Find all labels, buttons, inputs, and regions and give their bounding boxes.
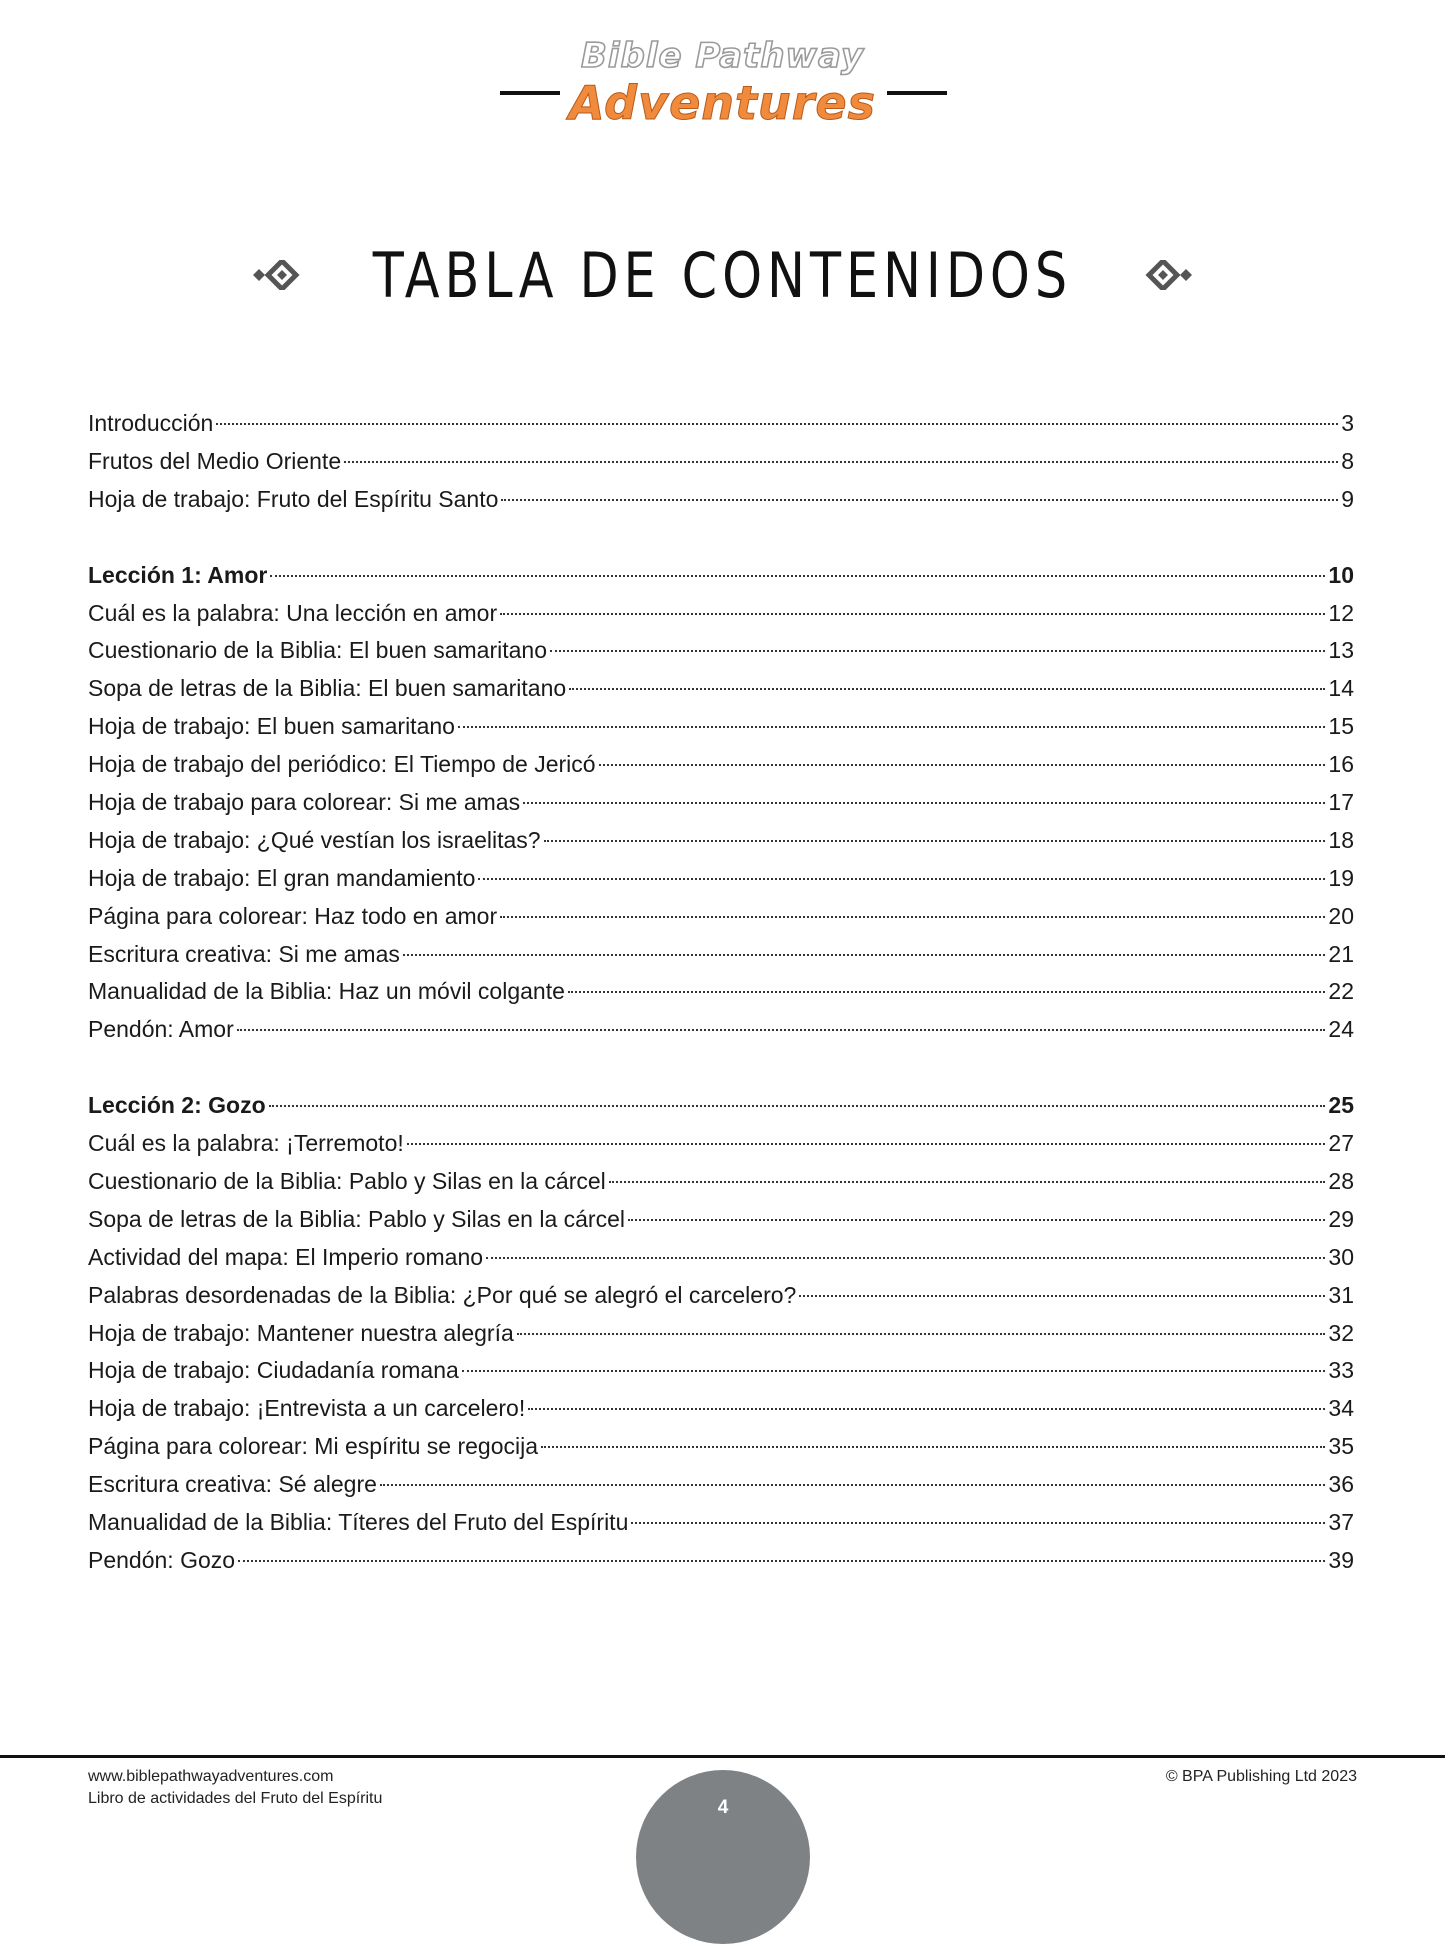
- toc-entry-page: 33: [1328, 1357, 1354, 1384]
- toc-entry-label: Actividad del mapa: El Imperio romano: [88, 1243, 484, 1270]
- toc-entry-page: 32: [1328, 1319, 1354, 1346]
- toc-entry-page: 16: [1328, 751, 1354, 778]
- toc-entry[interactable]: [88, 1163, 1354, 1201]
- dot-leader: [478, 878, 1325, 880]
- footer-left: [88, 1766, 382, 1810]
- dot-leader: [799, 1295, 1325, 1297]
- toc-entry-label: Escritura creativa: Si me amas: [88, 940, 400, 967]
- toc-entry[interactable]: [88, 1352, 1354, 1390]
- toc-entry[interactable]: [88, 1542, 1354, 1580]
- toc-entry-label: Hoja de trabajo: ¡Entrevista a un carcelero!: [88, 1395, 526, 1422]
- dot-leader: [628, 1219, 1325, 1221]
- toc-entry[interactable]: [88, 973, 1354, 1011]
- toc-entry-label: Manualidad de la Biblia: Títeres del Fruto del Espíritu: [88, 1509, 629, 1536]
- toc-entry-page: 12: [1328, 599, 1354, 626]
- toc-entry-page: 31: [1328, 1281, 1354, 1308]
- table-of-contents: [88, 405, 1354, 1618]
- toc-entry[interactable]: [88, 595, 1354, 633]
- dot-leader: [403, 954, 1326, 956]
- dot-leader: [462, 1370, 1326, 1372]
- toc-entry[interactable]: [88, 784, 1354, 822]
- toc-entry-label: Pendón: Amor: [88, 1016, 234, 1043]
- toc-entry-page: 14: [1328, 675, 1354, 702]
- logo: [0, 36, 1445, 136]
- toc-entry-page: 29: [1328, 1205, 1354, 1232]
- dot-leader: [500, 916, 1325, 918]
- toc-entry-page: 36: [1328, 1471, 1354, 1498]
- diamond-ornament-right-icon: [1135, 260, 1201, 290]
- logo-rule-right: [887, 91, 947, 95]
- toc-entry[interactable]: [88, 822, 1354, 860]
- dot-leader: [568, 991, 1326, 993]
- toc-entry[interactable]: [88, 1504, 1354, 1542]
- toc-heading-page: 10: [1328, 561, 1354, 588]
- dot-leader: [500, 613, 1325, 615]
- logo-text-top: Bible Pathway: [580, 36, 865, 76]
- toc-entry-page: 8: [1341, 447, 1354, 474]
- toc-entry[interactable]: [88, 708, 1354, 746]
- toc-entry[interactable]: [88, 632, 1354, 670]
- toc-entry[interactable]: [88, 1428, 1354, 1466]
- toc-entry-label: Hoja de trabajo: Ciudadanía romana: [88, 1357, 459, 1384]
- dot-leader: [550, 650, 1325, 652]
- footer-divider: [0, 1755, 1445, 1758]
- toc-entry-label: Cuestionario de la Biblia: Pablo y Silas en la cárcel: [88, 1168, 606, 1195]
- toc-heading-lesson-1[interactable]: [88, 557, 1354, 595]
- toc-entry-page: 9: [1341, 485, 1354, 512]
- toc-section-lesson-2: [88, 1087, 1354, 1580]
- toc-entry-page: 20: [1328, 902, 1354, 929]
- toc-entry-page: 19: [1328, 864, 1354, 891]
- dot-leader: [541, 1446, 1325, 1448]
- dot-leader: [237, 1029, 1326, 1031]
- dot-leader: [609, 1181, 1326, 1183]
- dot-leader: [216, 423, 1338, 425]
- dot-leader: [631, 1522, 1325, 1524]
- toc-entry[interactable]: [88, 860, 1354, 898]
- logo-text-bottom: Adventures: [568, 76, 877, 130]
- page-number: 4: [717, 1797, 729, 1818]
- toc-entry-label: Hoja de trabajo: Fruto del Espíritu Santo: [88, 485, 499, 512]
- toc-entry-label: Hoja de trabajo para colorear: Si me amas: [88, 789, 521, 816]
- toc-section-lesson-1: [88, 557, 1354, 1050]
- toc-entry-page: 22: [1328, 978, 1354, 1005]
- toc-entry-label: Introducción: [88, 410, 214, 436]
- toc-entry-page: 35: [1328, 1433, 1354, 1460]
- dot-leader: [501, 499, 1338, 501]
- toc-entry[interactable]: [88, 936, 1354, 974]
- toc-entry[interactable]: [88, 1277, 1354, 1315]
- toc-heading-label: Lección 2: Gozo: [88, 1092, 266, 1119]
- toc-entry[interactable]: [88, 1466, 1354, 1504]
- toc-entry-label: Hoja de trabajo: El gran mandamiento: [88, 864, 476, 891]
- toc-entry-label: Frutos del Medio Oriente: [88, 447, 342, 474]
- toc-entry-label: Hoja de trabajo del periódico: El Tiempo de Jericó: [88, 751, 596, 778]
- dot-leader: [380, 1484, 1326, 1486]
- toc-entry-label: Manualidad de la Biblia: Haz un móvil colgante: [88, 978, 565, 1005]
- toc-heading-label: Lección 1: Amor: [88, 561, 268, 588]
- dot-leader: [407, 1143, 1326, 1145]
- toc-entry-page: 17: [1328, 789, 1354, 816]
- toc-entry[interactable]: [88, 1125, 1354, 1163]
- dot-leader: [528, 1408, 1325, 1410]
- toc-entry-page: 13: [1328, 637, 1354, 664]
- toc-entry-label: Sopa de letras de la Biblia: El buen samaritano: [88, 675, 567, 702]
- toc-entry-label: Página para colorear: Mi espíritu se regocija: [88, 1433, 539, 1460]
- toc-entry-page: 37: [1328, 1509, 1354, 1536]
- toc-entry-label: Palabras desordenadas de la Biblia: ¿Por qué se alegró el carcelero?: [88, 1281, 797, 1308]
- toc-entry-page: 34: [1328, 1395, 1354, 1422]
- toc-entry-label: Cuestionario de la Biblia: El buen samaritano: [88, 637, 547, 664]
- toc-entry-label: Cuál es la palabra: Una lección en amor: [88, 599, 498, 626]
- toc-entry-label: Hoja de trabajo: Mantener nuestra alegría: [88, 1319, 514, 1346]
- toc-entry[interactable]: [88, 1315, 1354, 1353]
- toc-entry[interactable]: [88, 481, 1354, 519]
- toc-entry[interactable]: [88, 1239, 1354, 1277]
- toc-entry-page: 21: [1328, 940, 1354, 967]
- toc-heading-lesson-2[interactable]: [88, 1087, 1354, 1125]
- title-row: [0, 230, 1445, 320]
- dot-leader: [523, 802, 1325, 804]
- toc-entry-label: Hoja de trabajo: ¿Qué vestían los israelitas?: [88, 826, 541, 853]
- toc-section-intro: [88, 405, 1354, 519]
- toc-entry[interactable]: [88, 670, 1354, 708]
- dot-leader: [599, 764, 1326, 766]
- dot-leader: [517, 1333, 1326, 1335]
- toc-entry-page: 27: [1328, 1130, 1354, 1157]
- toc-entry-page: 3: [1341, 410, 1354, 436]
- footer-copyright: © BPA Publishing Ltd 2023: [1165, 1768, 1357, 1785]
- toc-entry[interactable]: [88, 1390, 1354, 1428]
- toc-entry-label: Escritura creativa: Sé alegre: [88, 1471, 377, 1498]
- toc-entry-label: Página para colorear: Haz todo en amor: [88, 902, 498, 929]
- toc-entry-page: 24: [1328, 1016, 1354, 1043]
- toc-entry[interactable]: [88, 405, 1354, 443]
- diamond-ornament-left-icon: [244, 260, 310, 290]
- toc-entry-page: 15: [1328, 713, 1354, 740]
- page-title: TABLA DE CONTENIDOS: [372, 238, 1073, 312]
- dot-leader: [458, 726, 1325, 728]
- toc-entry-label: Sopa de letras de la Biblia: Pablo y Silas en la cárcel: [88, 1205, 625, 1232]
- toc-entry[interactable]: [88, 746, 1354, 784]
- toc-entry-page: 39: [1328, 1546, 1354, 1573]
- dot-leader: [486, 1257, 1325, 1259]
- toc-entry[interactable]: [88, 898, 1354, 936]
- toc-entry-label: Hoja de trabajo: El buen samaritano: [88, 713, 455, 740]
- dot-leader: [238, 1560, 1325, 1562]
- footer-website-link[interactable]: www.biblepathwayadventures.com: [88, 1768, 334, 1785]
- toc-entry-page: 30: [1328, 1243, 1354, 1270]
- dot-leader: [344, 461, 1338, 463]
- toc-entry[interactable]: [88, 1011, 1354, 1049]
- dot-leader: [270, 575, 1325, 577]
- toc-entry-page: 28: [1328, 1168, 1354, 1195]
- toc-entry[interactable]: [88, 1201, 1354, 1239]
- dot-leader: [569, 688, 1325, 690]
- toc-entry-page: 18: [1328, 826, 1354, 853]
- toc-entry[interactable]: [88, 443, 1354, 481]
- toc-entry-label: Cuál es la palabra: ¡Terremoto!: [88, 1130, 404, 1157]
- toc-entry-label: Pendón: Gozo: [88, 1546, 236, 1573]
- dot-leader: [269, 1105, 1326, 1107]
- dot-leader: [544, 840, 1326, 842]
- toc-heading-page: 25: [1328, 1092, 1354, 1119]
- footer-book-title: Libro de actividades del Fruto del Espíritu: [88, 1790, 383, 1807]
